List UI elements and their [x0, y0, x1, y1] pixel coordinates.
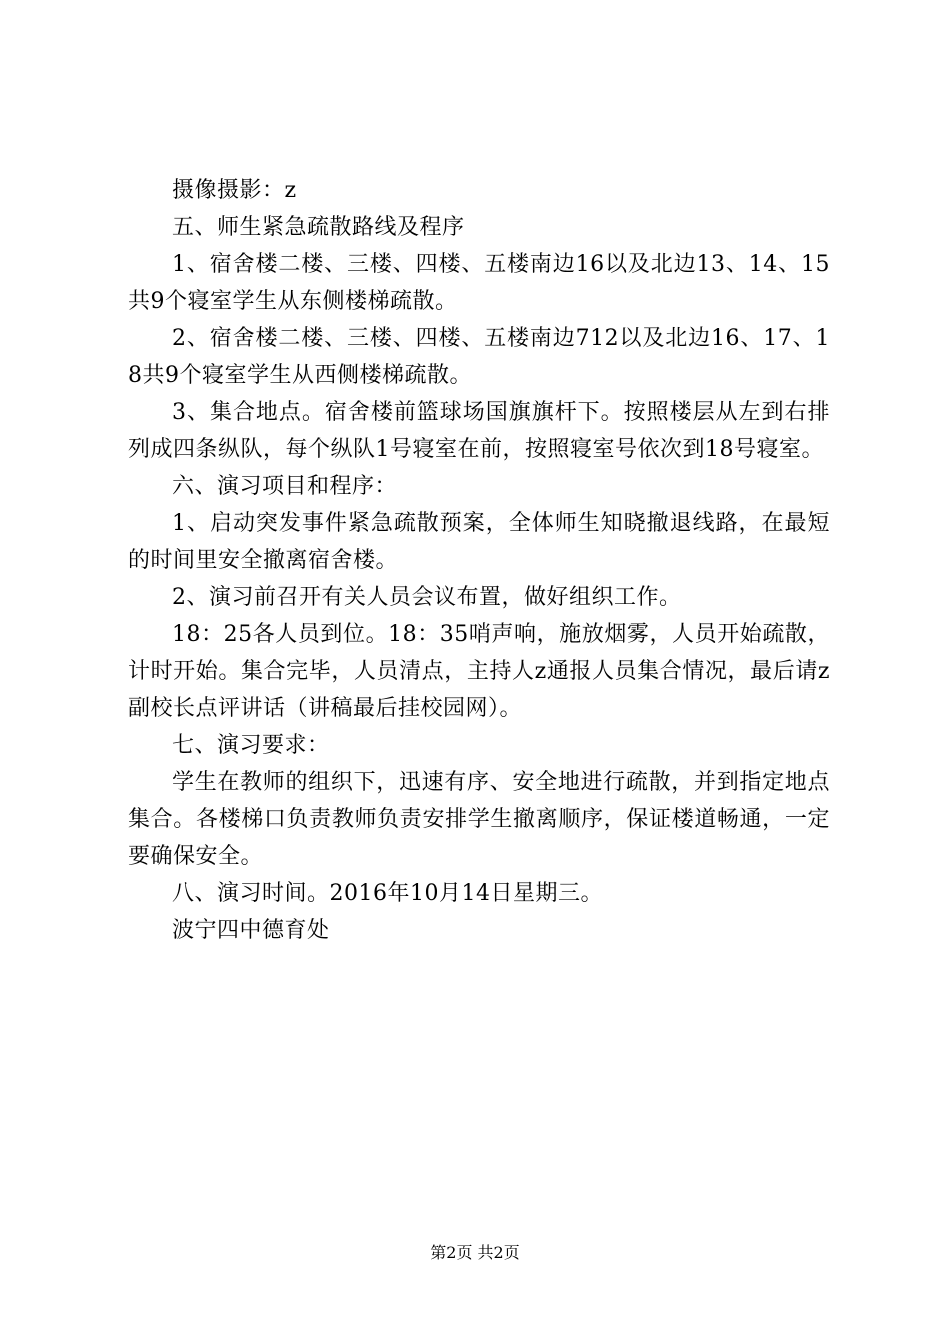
paragraph-start-plan: 1、启动突发事件紧急疏散预案，全体师生知晓撤退线路，在最短的时间里安全撤离宿舍楼。: [128, 511, 830, 573]
paragraph-signature: 波宁四中德育处: [172, 918, 330, 943]
heading-drill-requirements: 七、演习要求：: [172, 733, 330, 758]
document-body: [128, 172, 830, 949]
heading-drill-program: 六、演习项目和程序：: [172, 474, 398, 499]
paragraph-drill-date: 八、演习时间。2016年10月14日星期三。: [172, 881, 603, 906]
paragraph-pre-meeting: 2、演习前召开有关人员会议布置，做好组织工作。: [172, 585, 682, 610]
page-footer: 第2页 共2页: [430, 1243, 520, 1262]
paragraph-assembly-point: 3、集合地点。宿舍楼前篮球场国旗旗杆下。按照楼层从左到右排列成四条纵队，每个纵队1号寝室在前，按照寝室号依次到18号寝室。: [128, 400, 830, 462]
paragraph-photography: 摄像摄影：z: [172, 178, 297, 203]
heading-evacuation-route: 五、师生紧急疏散路线及程序: [172, 215, 465, 240]
paragraph-west-stairs: 2、宿舍楼二楼、三楼、四楼、五楼南边712以及北边16、17、18共9个寝室学生从西侧楼梯疏散。: [128, 326, 830, 388]
paragraph-requirements: 学生在教师的组织下，迅速有序、安全地进行疏散，并到指定地点集合。各楼梯口负责教师负责安排学生撤离顺序，保证楼道畅通，一定要确保安全。: [128, 770, 830, 869]
paragraph-schedule: 18：25各人员到位。18：35哨声响，施放烟雾，人员开始疏散，计时开始。集合完毕，人员清点，主持人z通报人员集合情况，最后请z副校长点评讲话（讲稿最后挂校园网）。: [128, 622, 830, 721]
paragraph-east-stairs: 1、宿舍楼二楼、三楼、四楼、五楼南边16以及北边13、14、15共9个寝室学生从东侧楼梯疏散。: [128, 252, 830, 314]
